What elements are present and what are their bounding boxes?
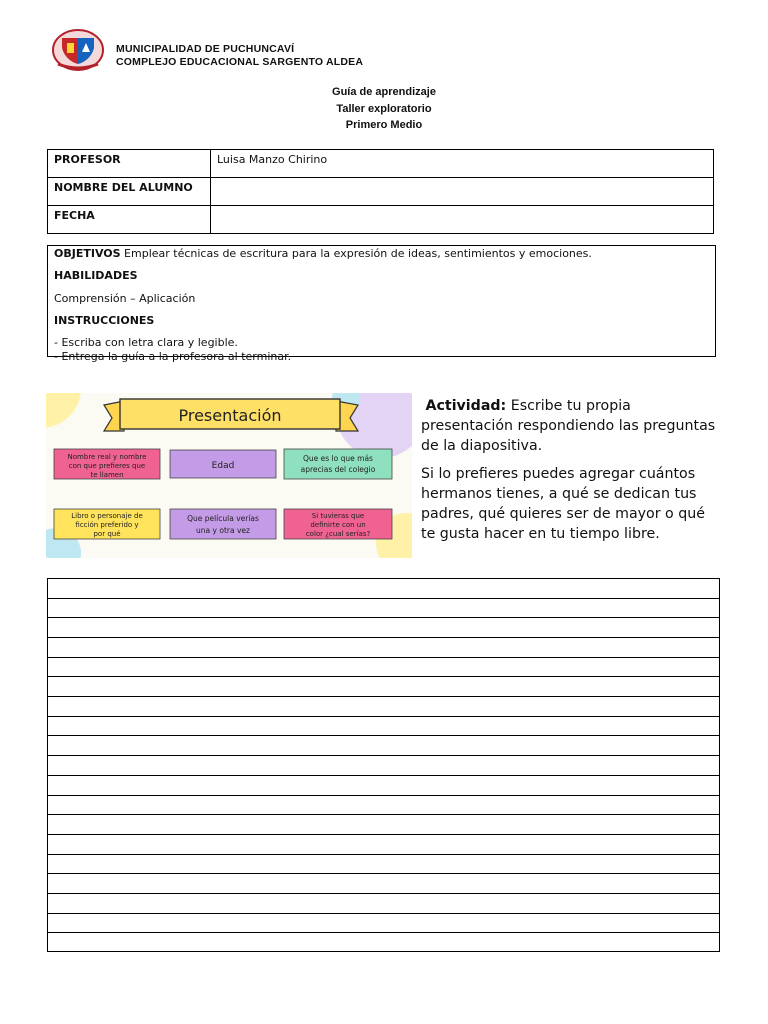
writing-line <box>48 735 719 736</box>
svg-text:por qué: por qué <box>93 530 121 538</box>
student-name-label: NOMBRE DEL ALUMNO <box>48 178 211 206</box>
instruction-item: - Escriba con letra clara y legible. <box>54 336 238 349</box>
objectives-label: OBJETIVOS <box>54 247 121 260</box>
svg-text:te llamen: te llamen <box>90 471 124 479</box>
date-label: FECHA <box>48 206 211 234</box>
svg-text:una y otra vez: una y otra vez <box>196 526 250 535</box>
activity-extra-text: Si lo prefieres puedes agregar cuántos hermanos tienes, a qué se dedican tus padres, qué quieres ser de mayor o qué te gusta hacer en tu tiempo libre. <box>421 466 705 542</box>
slide-graphic <box>46 393 412 558</box>
writing-line <box>48 696 719 697</box>
table-row <box>48 178 714 206</box>
writing-line <box>48 617 719 618</box>
writing-line <box>48 873 719 874</box>
slide-card <box>54 449 160 479</box>
teacher-label: PROFESOR <box>48 150 211 178</box>
writing-area[interactable] <box>47 578 720 952</box>
svg-text:Que es lo que más: Que es lo que más <box>303 454 373 463</box>
writing-line <box>48 716 719 717</box>
school-name: COMPLEJO EDUCACIONAL SARGENTO ALDEA <box>116 56 364 68</box>
slide-card <box>170 450 276 478</box>
svg-text:Edad: Edad <box>211 461 235 471</box>
svg-text:Nombre real y nombre: Nombre real y nombre <box>67 453 147 461</box>
activity-text: Escribe tu propia presentación respondiendo las preguntas de la diapositiva. <box>421 398 716 454</box>
school-crest-logo <box>52 28 104 72</box>
svg-text:con que prefieres que: con que prefieres que <box>68 462 146 470</box>
writing-line <box>48 657 719 658</box>
objectives-box <box>47 245 716 363</box>
guide-title: Guía de aprendizaje <box>332 86 436 98</box>
writing-line <box>48 893 719 894</box>
writing-line <box>48 814 719 815</box>
activity-instructions <box>421 396 721 456</box>
activity-label: Actividad: <box>425 398 507 414</box>
municipality-name: MUNICIPALIDAD DE PUCHUNCAVÍ <box>116 43 295 55</box>
svg-text:Libro o personaje de: Libro o personaje de <box>71 512 143 520</box>
grade-title: Primero Medio <box>345 119 423 131</box>
svg-text:Que película verías: Que película verías <box>187 514 259 523</box>
skills-label: HABILIDADES <box>54 269 138 282</box>
table-row <box>48 206 714 234</box>
workshop-title: Taller exploratorio <box>336 103 432 115</box>
slide-card <box>284 449 392 479</box>
presentation-slide-image <box>46 393 412 558</box>
writing-line <box>48 598 719 599</box>
instructions-label: INSTRUCCIONES <box>54 314 155 327</box>
slide-card <box>284 509 392 539</box>
student-info-table <box>47 149 714 234</box>
student-name-field[interactable] <box>211 178 714 206</box>
table-row <box>48 150 714 178</box>
skills-text: Comprensión – Aplicación <box>54 292 196 305</box>
svg-text:color ¿cual serías?: color ¿cual serías? <box>305 530 371 538</box>
instruction-item: - Entrega la guía a la profesora al terminar. <box>54 350 292 363</box>
writing-line <box>48 834 719 835</box>
objectives-text: Emplear técnicas de escritura para la expresión de ideas, sentimientos y emociones. <box>120 247 592 260</box>
date-field[interactable] <box>211 206 714 234</box>
svg-text:ficción preferido y: ficción preferido y <box>75 521 139 529</box>
objectives-line <box>54 247 592 260</box>
writing-line <box>48 755 719 756</box>
writing-line <box>48 676 719 677</box>
svg-text:aprecias del colegio: aprecias del colegio <box>300 465 376 474</box>
svg-text:Si tuvieras que: Si tuvieras que <box>311 512 365 520</box>
writing-line <box>48 775 719 776</box>
teacher-value: Luisa Manzo Chirino <box>211 150 714 178</box>
svg-text:definirte con un: definirte con un <box>310 521 366 529</box>
slide-banner-text: Presentación <box>178 406 282 425</box>
writing-line <box>48 932 719 933</box>
slide-card <box>170 509 276 539</box>
writing-line <box>48 637 719 638</box>
writing-line <box>48 854 719 855</box>
writing-line <box>48 795 719 796</box>
slide-card <box>54 509 160 539</box>
writing-line <box>48 913 719 914</box>
